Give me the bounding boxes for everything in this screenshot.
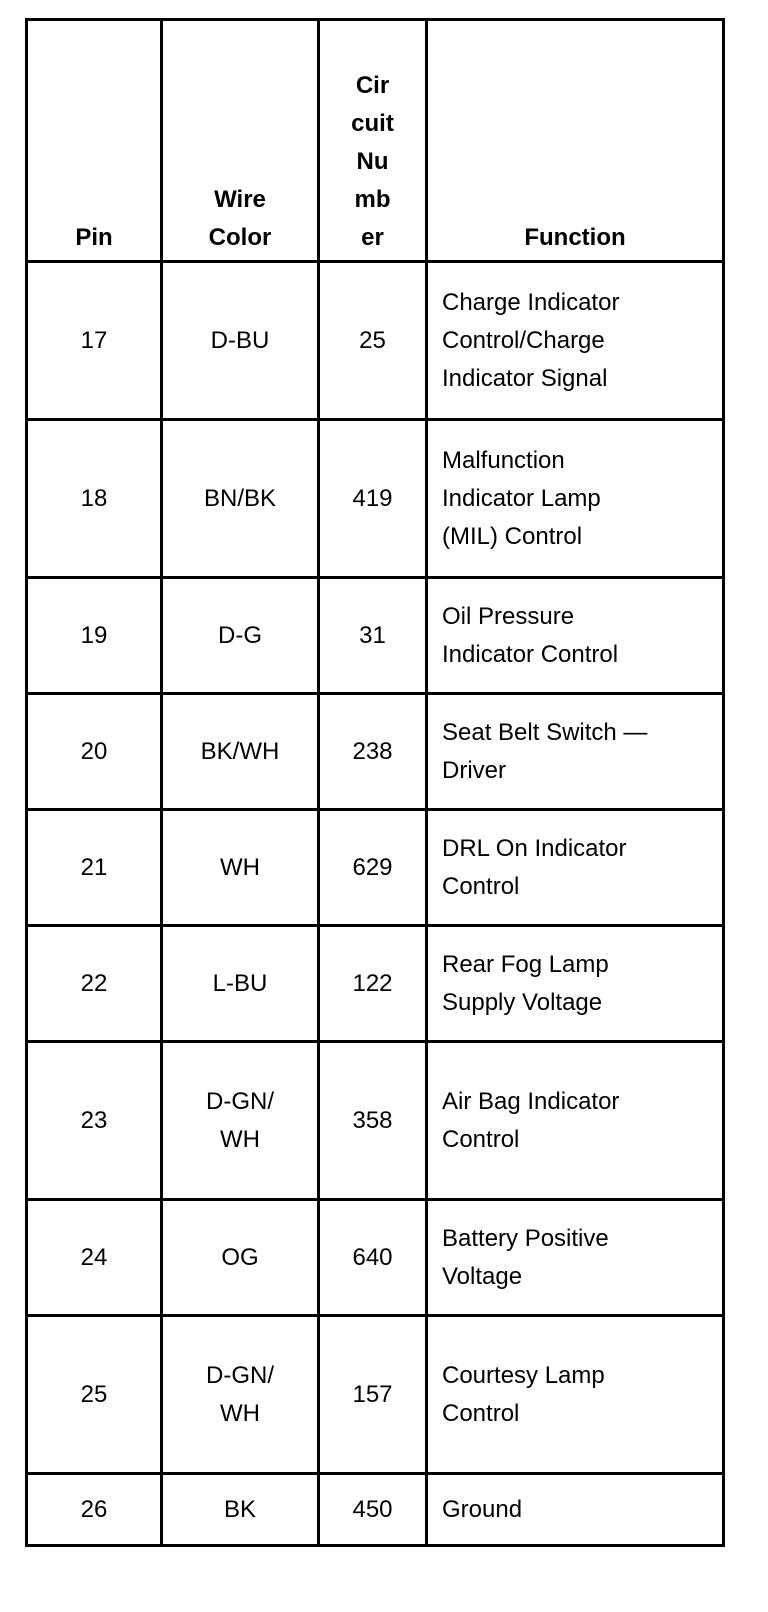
connector-pinout-table: [25, 18, 725, 1547]
table-row: [27, 420, 724, 578]
function-cell: [427, 578, 724, 694]
function-cell: [427, 1042, 724, 1200]
table-row: [27, 926, 724, 1042]
wire-color-line: BN/BK: [203, 484, 277, 512]
pin-cell: 17: [27, 262, 162, 420]
header-circuit-number-line: cuit: [351, 110, 394, 137]
table-row: [27, 1042, 724, 1200]
function-line: Indicator Lamp: [442, 484, 601, 512]
function-line: Driver: [442, 756, 506, 784]
pin-cell: 23: [27, 1042, 162, 1200]
circuit-number-cell: 31: [319, 578, 427, 694]
wire-color-line: BK: [223, 1495, 256, 1523]
table-row: [27, 1474, 724, 1546]
function-cell: [427, 810, 724, 926]
wire-color-line: D-BU: [210, 326, 270, 354]
wire-color-cell: [162, 1316, 319, 1474]
header-circuit-number-line: Nu: [356, 148, 389, 175]
table-row: [27, 1316, 724, 1474]
function-cell: [427, 1474, 724, 1546]
pin-cell: 25: [27, 1316, 162, 1474]
function-line: Oil Pressure: [442, 602, 575, 630]
header-function-line: Function: [524, 224, 626, 251]
pin-cell: 18: [27, 420, 162, 578]
table-header: [27, 20, 724, 262]
wire-color-cell: [162, 1474, 319, 1546]
function-line: Indicator Signal: [442, 364, 608, 392]
wire-color-line: D-G: [218, 621, 262, 649]
function-line: Rear Fog Lamp: [442, 950, 609, 978]
circuit-number-cell: 25: [319, 262, 427, 420]
circuit-number-cell: 640: [319, 1200, 427, 1316]
wire-color-line: WH: [220, 853, 260, 881]
wire-color-cell: [162, 262, 319, 420]
function-cell: [427, 1316, 724, 1474]
circuit-number-cell: 419: [319, 420, 427, 578]
header-circuit-number-line: er: [361, 224, 384, 251]
header-pin-line: Pin: [75, 224, 113, 251]
function-cell: [427, 262, 724, 420]
function-cell: [427, 926, 724, 1042]
circuit-number-cell: 157: [319, 1316, 427, 1474]
header-wire-color: [162, 20, 319, 262]
function-line: Air Bag Indicator: [442, 1087, 620, 1115]
wire-color-cell: [162, 1042, 319, 1200]
function-line: Malfunction: [442, 446, 565, 474]
circuit-number-cell: 122: [319, 926, 427, 1042]
function-cell: [427, 694, 724, 810]
pin-cell: 20: [27, 694, 162, 810]
table-row: [27, 1200, 724, 1316]
wire-color-line: D-GN/: [206, 1361, 274, 1389]
header-wire-color-line: Wire: [214, 186, 266, 213]
header-circuit-number: [319, 20, 427, 262]
pin-cell: 26: [27, 1474, 162, 1546]
header-row: [27, 20, 724, 262]
wire-color-cell: [162, 578, 319, 694]
function-line: DRL On Indicator: [442, 834, 627, 862]
function-line: Control: [442, 1399, 520, 1427]
function-line: Battery Positive: [442, 1224, 609, 1252]
wire-color-cell: [162, 926, 319, 1042]
function-line: Control: [442, 1125, 520, 1153]
function-line: Charge Indicator: [442, 288, 620, 316]
wire-color-cell: [162, 810, 319, 926]
function-line: Ground: [442, 1495, 523, 1523]
circuit-number-cell: 450: [319, 1474, 427, 1546]
function-line: Indicator Control: [442, 640, 619, 668]
wire-color-line: WH: [220, 1125, 260, 1153]
function-line: Voltage: [442, 1262, 523, 1290]
pin-cell: 19: [27, 578, 162, 694]
table-body: [27, 262, 724, 1546]
circuit-number-cell: 629: [319, 810, 427, 926]
function-cell: [427, 420, 724, 578]
function-line: Control/Charge: [442, 326, 605, 354]
header-circuit-number-line: Cir: [355, 72, 390, 99]
wire-color-line: D-GN/: [206, 1087, 274, 1115]
wire-color-line: L-BU: [212, 969, 268, 997]
function-line: Control: [442, 872, 520, 900]
wire-color-cell: [162, 1200, 319, 1316]
table-row: [27, 578, 724, 694]
circuit-number-cell: 238: [319, 694, 427, 810]
wire-color-line: OG: [221, 1243, 259, 1271]
pin-cell: 22: [27, 926, 162, 1042]
wire-color-line: BK/WH: [200, 737, 280, 765]
circuit-number-cell: 358: [319, 1042, 427, 1200]
table-row: [27, 262, 724, 420]
header-circuit-number-line: mb: [354, 186, 391, 213]
table-row: [27, 694, 724, 810]
header-pin: [27, 20, 162, 262]
function-cell: [427, 1200, 724, 1316]
header-wire-color-line: Color: [208, 224, 272, 251]
pin-cell: 21: [27, 810, 162, 926]
wire-color-line: WH: [220, 1399, 260, 1427]
table-row: [27, 810, 724, 926]
function-line: (MIL) Control: [442, 522, 583, 550]
pin-cell: 24: [27, 1200, 162, 1316]
wire-color-cell: [162, 694, 319, 810]
header-function: [427, 20, 724, 262]
function-line: Courtesy Lamp: [442, 1361, 605, 1389]
function-line: Seat Belt Switch —: [442, 718, 648, 746]
wire-color-cell: [162, 420, 319, 578]
function-line: Supply Voltage: [442, 988, 603, 1016]
